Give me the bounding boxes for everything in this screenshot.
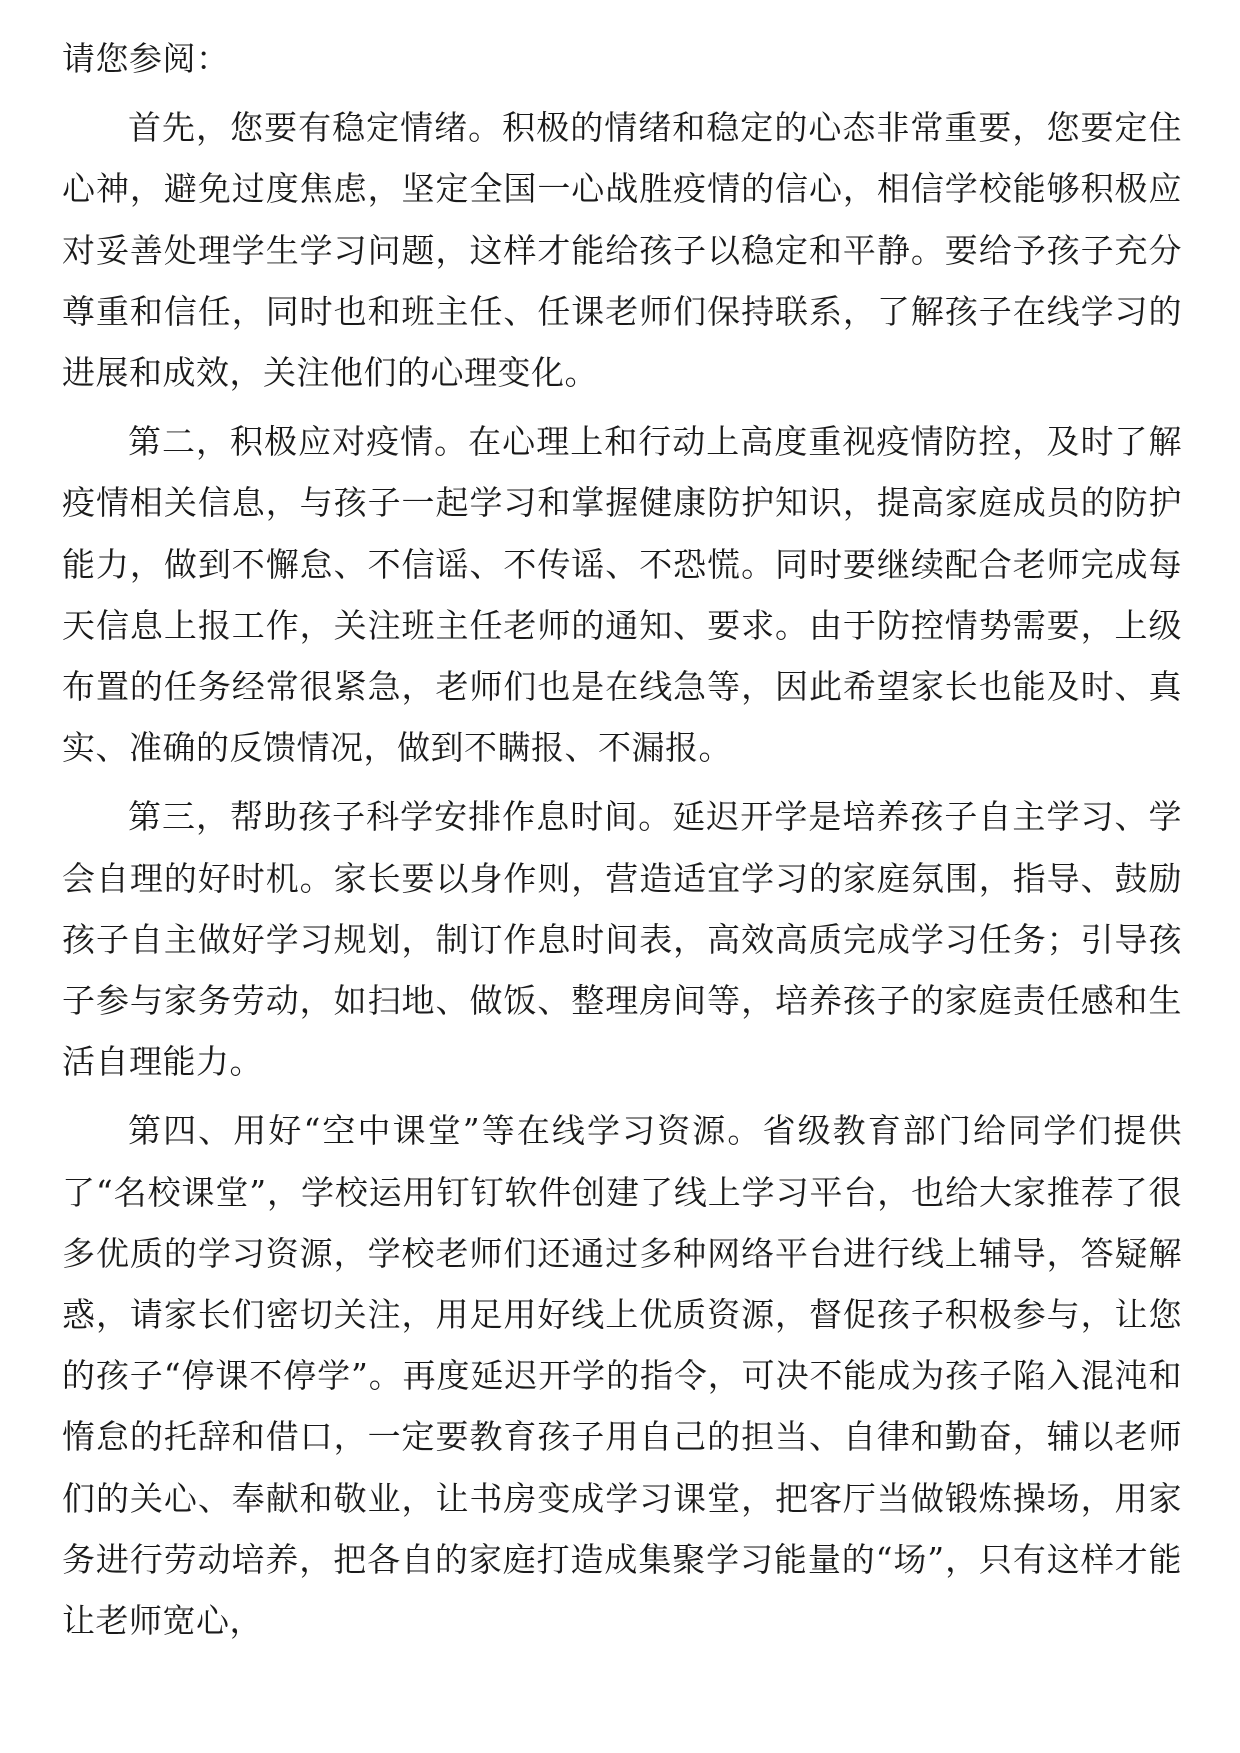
opening-line: 请您参阅： <box>62 39 230 78</box>
document-body <box>62 28 1182 1651</box>
paragraph-second: 第二，积极应对疫情。在心理上和行动上高度重视疫情防控，及时了解疫情相关信息，与孩子一起学习和掌握健康防护知识，提高家庭成员的防护能力，做到不懈怠、不信谣、不传谣、不恐慌。同时要继续配合老师完成每天信息上报工作，关注班主任老师的通知、要求。由于防控情势需要，上级布置的任务经常很紧急，老师们也是在线急等，因此希望家长也能及时、真实、准确的反馈情况，做到不瞒报、不漏报。 <box>62 422 1182 768</box>
paragraph-third: 第三，帮助孩子科学安排作息时间。延迟开学是培养孩子自主学习、学会自理的好时机。家长要以身作则，营造适宜学习的家庭氛围，指导、鼓励孩子自主做好学习规划，制订作息时间表，高效高质完成学习任务；引导孩子参与家务劳动，如扫地、做饭、整理房间等，培养孩子的家庭责任感和生活自理能力。 <box>62 797 1182 1082</box>
paragraph-fourth: 第四、用好“空中课堂”等在线学习资源。省级教育部门给同学们提供了“名校课堂”，学校运用钉钉软件创建了线上学习平台，也给大家推荐了很多优质的学习资源，学校老师们还通过多种网络平台进行线上辅导，答疑解惑，请家长们密切关注，用足用好线上优质资源，督促孩子积极参与，让您的孩子“停课不停学”。再度延迟开学的指令，可决不能成为孩子陷入混沌和惰怠的托辞和借口，一定要教育孩子用自己的担当、自律和勤奋，辅以老师们的关心、奉献和敬业，让书房变成学习课堂，把客厅当做锻炼操场，用家务进行劳动培养，把各自的家庭打造成集聚学习能量的“场”，只有这样才能让老师宽心， <box>62 1111 1182 1641</box>
paragraph-first: 首先，您要有稳定情绪。积极的情绪和稳定的心态非常重要，您要定住心神，避免过度焦虑，坚定全国一心战胜疫情的信心，相信学校能够积极应对妥善处理学生学习问题，这样才能给孩子以稳定和平静。要给予孩子充分尊重和信任，同时也和班主任、任课老师们保持联系，了解孩子在线学习的进展和成效，关注他们的心理变化。 <box>62 108 1182 393</box>
